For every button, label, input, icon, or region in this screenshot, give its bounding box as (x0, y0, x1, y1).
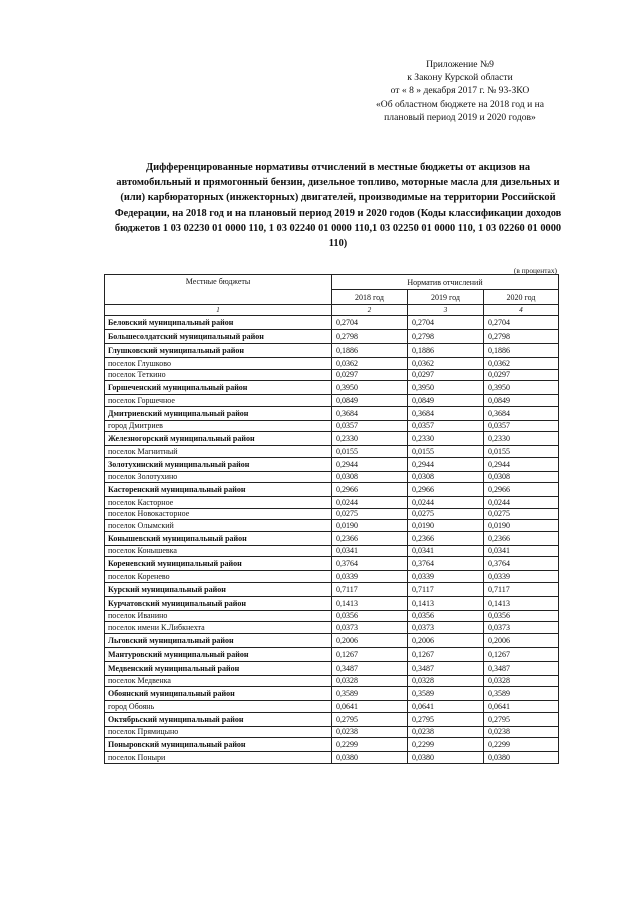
appendix-law: к Закону Курской области (407, 72, 513, 84)
col-index-2: 2 (332, 305, 408, 316)
norm-2019: 0,0275 (408, 508, 484, 520)
norm-2018: 0,3684 (332, 406, 408, 420)
table-row (105, 661, 559, 675)
table-body (105, 316, 559, 764)
norm-2019: 0,0362 (408, 358, 484, 370)
budget-name: поселок Глушково (105, 358, 332, 370)
table-row (105, 701, 559, 713)
table-row (105, 687, 559, 701)
table-row (105, 330, 559, 344)
table-row (105, 752, 559, 764)
norm-2019: 0,3950 (408, 381, 484, 395)
norm-2018: 0,0641 (332, 701, 408, 713)
table-row (105, 675, 559, 687)
norm-2019: 0,2795 (408, 712, 484, 726)
budget-name: Золотухинский муниципальный район (105, 457, 332, 471)
col-index-4: 4 (484, 305, 559, 316)
norm-2019: 0,2006 (408, 633, 484, 647)
norm-2019: 0,0356 (408, 610, 484, 622)
norm-2020: 0,0356 (484, 610, 559, 622)
norm-2019: 0,2299 (408, 738, 484, 752)
col-header-budget: Местные бюджеты (105, 275, 332, 305)
norm-2019: 0,2366 (408, 531, 484, 545)
norm-2019: 0,0849 (408, 395, 484, 407)
budget-name: Кореневский муниципальный район (105, 557, 332, 571)
norm-2019: 0,2704 (408, 316, 484, 330)
table-row (105, 316, 559, 330)
norm-2018: 0,2366 (332, 531, 408, 545)
norm-2020: 0,2366 (484, 531, 559, 545)
norm-2018: 0,3764 (332, 557, 408, 571)
table-row (105, 358, 559, 370)
budget-name: Большесолдатский муниципальный район (105, 330, 332, 344)
norm-2018: 0,0339 (332, 571, 408, 583)
table-row (105, 457, 559, 471)
budget-name: поселок Касторное (105, 497, 332, 509)
norm-2020: 0,1886 (484, 344, 559, 358)
budget-name: Глушковский муниципальный район (105, 344, 332, 358)
norm-2018: 0,2006 (332, 633, 408, 647)
norm-2018: 0,0238 (332, 726, 408, 738)
budget-name: Курский муниципальный район (105, 582, 332, 596)
norm-2018: 0,0308 (332, 471, 408, 483)
col-index-1: 1 (105, 305, 332, 316)
norm-2020: 0,1413 (484, 596, 559, 610)
norm-2019: 0,0244 (408, 497, 484, 509)
norm-2020: 0,0275 (484, 508, 559, 520)
norm-2019: 0,3589 (408, 687, 484, 701)
norm-2020: 0,0341 (484, 545, 559, 557)
budget-name: поселок Медвенка (105, 675, 332, 687)
norm-2018: 0,2944 (332, 457, 408, 471)
norm-2020: 0,2704 (484, 316, 559, 330)
norm-2020: 0,2966 (484, 483, 559, 497)
appendix-date: от « 8 » декабря 2017 г. № 93-ЗКО (390, 85, 530, 97)
budget-name: Медвенский муниципальный район (105, 661, 332, 675)
budget-name: поселок Иванино (105, 610, 332, 622)
table-row (105, 508, 559, 520)
norm-2018: 0,0380 (332, 752, 408, 764)
budget-name: Октябрьский муниципальный район (105, 712, 332, 726)
norm-2019: 0,2966 (408, 483, 484, 497)
norm-2018: 0,0362 (332, 358, 408, 370)
table-row (105, 633, 559, 647)
table-row (105, 557, 559, 571)
norm-2020: 0,3950 (484, 381, 559, 395)
budget-name: поселок Поныри (105, 752, 332, 764)
budget-name: Льговский муниципальный район (105, 633, 332, 647)
norm-2019: 0,0297 (408, 369, 484, 381)
budget-name: поселок имени К.Либкнехта (105, 622, 332, 634)
norm-2020: 0,3589 (484, 687, 559, 701)
norm-2019: 0,1413 (408, 596, 484, 610)
table-row (105, 381, 559, 395)
norm-2020: 0,0339 (484, 571, 559, 583)
table-row (105, 520, 559, 532)
norm-2018: 0,1886 (332, 344, 408, 358)
budget-name: Беловский муниципальный район (105, 316, 332, 330)
norm-2019: 0,0308 (408, 471, 484, 483)
appendix-number: Приложение №9 (426, 59, 494, 70)
norm-2020: 0,2299 (484, 738, 559, 752)
col-index-3: 3 (408, 305, 484, 316)
appendix-title-2: плановый период 2019 и 2020 годов» (384, 111, 536, 123)
norm-2018: 0,0297 (332, 369, 408, 381)
budget-name: поселок Горшечное (105, 395, 332, 407)
table-row (105, 647, 559, 661)
table-row (105, 738, 559, 752)
norm-2020: 0,0155 (484, 446, 559, 458)
norm-2018: 0,2795 (332, 712, 408, 726)
norm-2020: 0,0373 (484, 622, 559, 634)
norm-2020: 0,2330 (484, 432, 559, 446)
norm-2018: 0,2330 (332, 432, 408, 446)
norm-2020: 0,7117 (484, 582, 559, 596)
norm-2020: 0,0308 (484, 471, 559, 483)
norm-2019: 0,0238 (408, 726, 484, 738)
norm-2020: 0,3487 (484, 661, 559, 675)
norm-2019: 0,0190 (408, 520, 484, 532)
norm-2018: 0,0244 (332, 497, 408, 509)
norm-2018: 0,2966 (332, 483, 408, 497)
budget-name: поселок Конышевка (105, 545, 332, 557)
norm-2020: 0,0362 (484, 358, 559, 370)
budget-name: поселок Коренево (105, 571, 332, 583)
budget-name: Курчатовский муниципальный район (105, 596, 332, 610)
norm-2019: 0,0357 (408, 420, 484, 432)
norm-2018: 0,3950 (332, 381, 408, 395)
norm-2020: 0,0849 (484, 395, 559, 407)
table-row (105, 726, 559, 738)
table-row (105, 432, 559, 446)
table-row (105, 545, 559, 557)
norm-2018: 0,0341 (332, 545, 408, 557)
norm-2019: 0,0341 (408, 545, 484, 557)
norm-2019: 0,3487 (408, 661, 484, 675)
norm-2020: 0,0297 (484, 369, 559, 381)
norm-2019: 0,1886 (408, 344, 484, 358)
norm-2018: 0,2798 (332, 330, 408, 344)
norm-2018: 0,1267 (332, 647, 408, 661)
table-row (105, 610, 559, 622)
table-row (105, 420, 559, 432)
norm-2020: 0,0190 (484, 520, 559, 532)
norm-2018: 0,0275 (332, 508, 408, 520)
norm-2019: 0,0373 (408, 622, 484, 634)
budget-name: город Дмитриев (105, 420, 332, 432)
budget-name: поселок Магнитный (105, 446, 332, 458)
norm-2018: 0,2299 (332, 738, 408, 752)
budget-name: Дмитриевский муниципальный район (105, 406, 332, 420)
norms-table (104, 274, 559, 764)
col-header-2019: 2019 год (408, 290, 484, 305)
norm-2020: 0,2944 (484, 457, 559, 471)
norm-2018: 0,0356 (332, 610, 408, 622)
table-row (105, 446, 559, 458)
norm-2020: 0,1267 (484, 647, 559, 661)
budget-name: поселок Новокасторное (105, 508, 332, 520)
norm-2018: 0,2704 (332, 316, 408, 330)
table-row (105, 395, 559, 407)
norm-2018: 0,0373 (332, 622, 408, 634)
norm-2019: 0,0339 (408, 571, 484, 583)
norm-2018: 0,0190 (332, 520, 408, 532)
norm-2018: 0,3487 (332, 661, 408, 675)
table-row (105, 712, 559, 726)
norm-2018: 0,0357 (332, 420, 408, 432)
budget-name: Горшеченский муниципальный район (105, 381, 332, 395)
norm-2019: 0,2798 (408, 330, 484, 344)
table-row (105, 596, 559, 610)
norm-2019: 0,0641 (408, 701, 484, 713)
norm-2019: 0,1267 (408, 647, 484, 661)
table-row (105, 497, 559, 509)
appendix-title-1: «Об областном бюджете на 2018 год и на (375, 98, 544, 110)
table-row (105, 471, 559, 483)
norm-2018: 0,0328 (332, 675, 408, 687)
budget-name: поселок Олымский (105, 520, 332, 532)
norm-2020: 0,0357 (484, 420, 559, 432)
norm-2020: 0,3684 (484, 406, 559, 420)
table-row (105, 369, 559, 381)
table-row (105, 483, 559, 497)
norm-2019: 0,2944 (408, 457, 484, 471)
table-row (105, 582, 559, 596)
norm-2018: 0,3589 (332, 687, 408, 701)
norm-2018: 0,0849 (332, 395, 408, 407)
budget-name: Поныровский муниципальный район (105, 738, 332, 752)
norm-2020: 0,2798 (484, 330, 559, 344)
table-row (105, 531, 559, 545)
norm-2019: 0,0155 (408, 446, 484, 458)
budget-name: Железногорский муниципальный район (105, 432, 332, 446)
norm-2020: 0,0380 (484, 752, 559, 764)
norm-2019: 0,0328 (408, 675, 484, 687)
norm-2018: 0,0155 (332, 446, 408, 458)
table-row (105, 406, 559, 420)
norm-2020: 0,2006 (484, 633, 559, 647)
norm-2020: 0,0641 (484, 701, 559, 713)
budget-name: поселок Золотухино (105, 471, 332, 483)
norm-2019: 0,3684 (408, 406, 484, 420)
budget-name: Обоянский муниципальный район (105, 687, 332, 701)
unit-note: (в процентах) (513, 266, 557, 275)
budget-name: Мантуровский муниципальный район (105, 647, 332, 661)
budget-name: Конышевский муниципальный район (105, 531, 332, 545)
norm-2020: 0,0244 (484, 497, 559, 509)
norm-2019: 0,3764 (408, 557, 484, 571)
appendix-header (340, 58, 580, 124)
document-heading: Дифференцированные нормативы отчислений в местные бюджеты от акцизов на автомобильный и прямогонный бензин, дизельное топливо, моторные масла для дизельных и (или) карбюраторных (инжекторных) двигателей, производимые на территории Российской Федерации, на 2018 год и на плановый период 2019 и 2020 годов (Коды классификации доходов бюджетов 1 03 02230 01 0000 110, 1 03 02240 01 0000 110,1 03 02250 01 0000 110, 1 03 02260 01 0000 110) (114, 162, 562, 250)
norm-2020: 0,0238 (484, 726, 559, 738)
table-row (105, 344, 559, 358)
budget-name: поселок Прямицыно (105, 726, 332, 738)
norm-2018: 0,7117 (332, 582, 408, 596)
col-header-2020: 2020 год (484, 290, 559, 305)
norm-2019: 0,7117 (408, 582, 484, 596)
col-header-norm: Норматив отчислений (332, 275, 559, 290)
col-header-2018: 2018 год (332, 290, 408, 305)
norm-2020: 0,3764 (484, 557, 559, 571)
norm-2020: 0,2795 (484, 712, 559, 726)
budget-name: Касторенский муниципальный район (105, 483, 332, 497)
norm-2019: 0,0380 (408, 752, 484, 764)
norm-2019: 0,2330 (408, 432, 484, 446)
table-row (105, 622, 559, 634)
table-row (105, 571, 559, 583)
budget-name: город Обоянь (105, 701, 332, 713)
norm-2020: 0,0328 (484, 675, 559, 687)
norm-2018: 0,1413 (332, 596, 408, 610)
budget-name: поселок Теткино (105, 369, 332, 381)
